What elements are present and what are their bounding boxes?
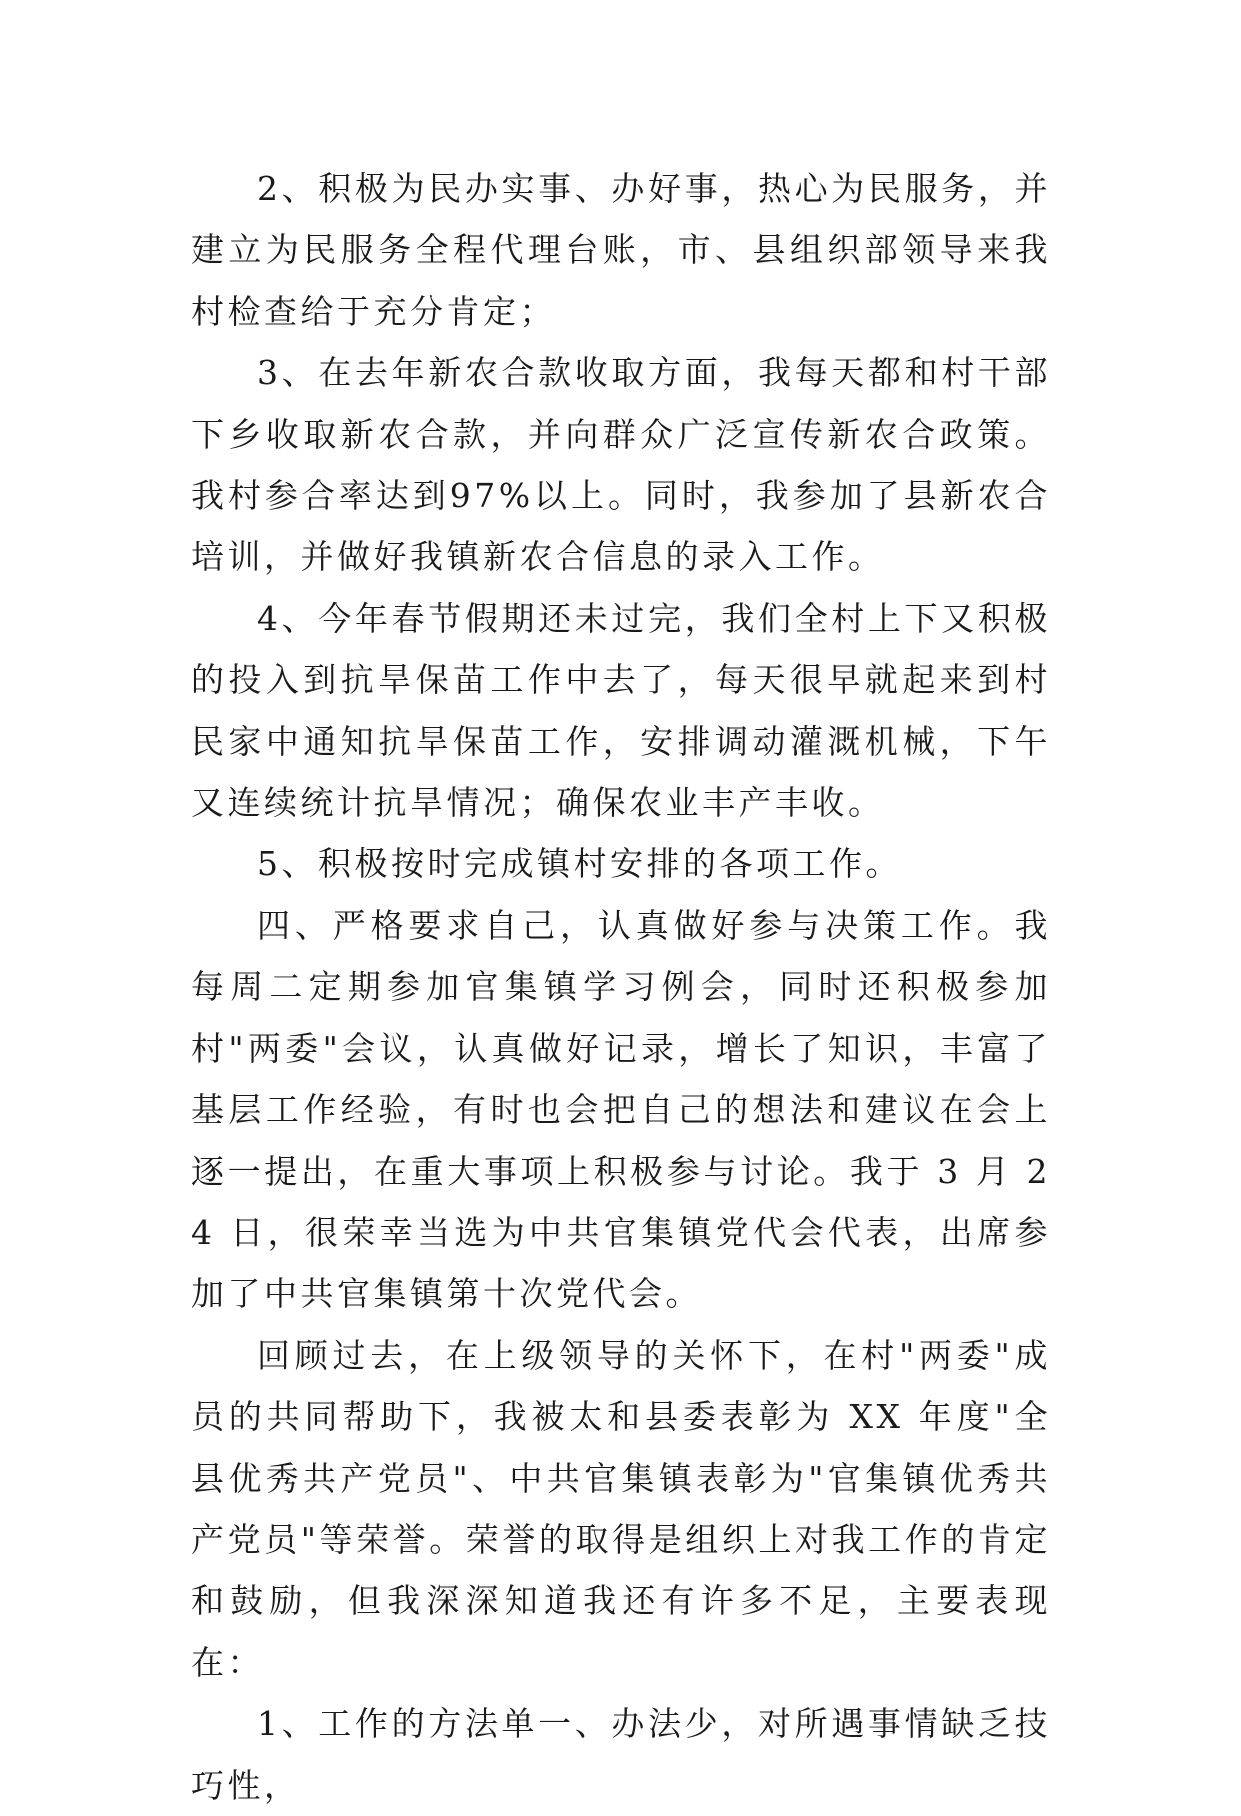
paragraph-shortcoming-1: 1、工作的方法单一、办法少，对所遇事情缺乏技巧性， [191,1704,1051,1805]
paragraph-section-four: 四、严格要求自己，认真做好参与决策工作。我每周二定期参加官集镇学习例会，同时还积极参加村"两委"会议，认真做好记录，增长了知识，丰富了基层工作经验，有时也会把自己的想法和建议在会上逐一提出，在重大事项上积极参与讨论。我于 3 月 24 日，很荣幸当选为中共官集镇党代会代表，出席参加了中共官集镇第十次党代会。 [191,905,1051,1314]
paragraph-item-2: 2、积极为民办实事、办好事，热心为民服务，并建立为民服务全程代理台账，市、县组织部领导来我村检查给于充分肯定； [191,169,1051,331]
paragraph-item-3: 3、在去年新农合款收取方面，我每天都和村干部下乡收取新农合款，并向群众广泛宣传新农合政策。我村参合率达到97%以上。同时，我参加了县新农合培训，并做好我镇新农合信息的录入工作。 [191,353,1051,577]
paragraph-item-5: 5、积极按时完成镇村安排的各项工作。 [257,844,902,884]
document-body [191,158,1051,1816]
paragraph-item-4: 4、今年春节假期还未过完，我们全村上下又积极的投入到抗旱保苗工作中去了，每天很早就起来到村民家中通知抗旱保苗工作，安排调动灌溉机械，下午又连续统计抗旱情况；确保农业丰产丰收。 [191,598,1051,823]
paragraph-review: 回顾过去，在上级领导的关怀下，在村"两委"成员的共同帮助下，我被太和县委表彰为 XX 年度"全县优秀共产党员"、中共官集镇表彰为"官集镇优秀共产党员"等荣誉。荣誉的取得是组织上对我工作的肯定和鼓励，但我深深知道我还有许多不足，主要表现在： [191,1335,1051,1682]
